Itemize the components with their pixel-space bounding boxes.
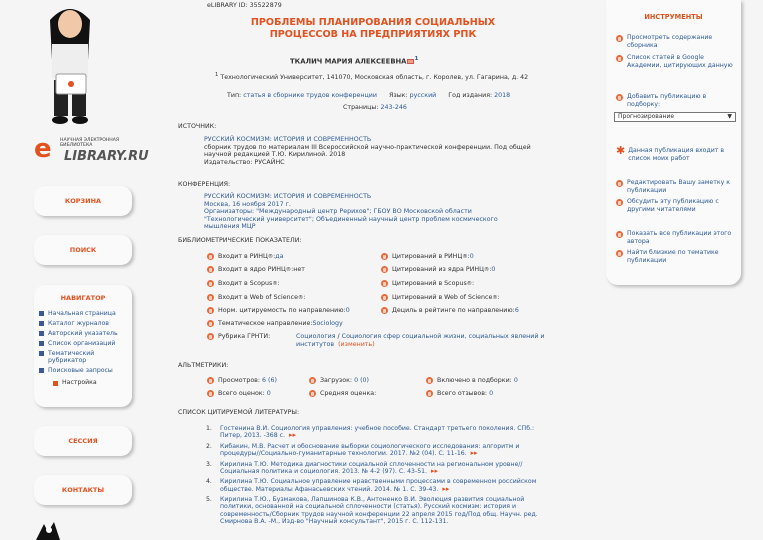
decorative-graphic (34, 520, 64, 540)
info-icon[interactable] (207, 280, 214, 287)
conference-link[interactable]: РУССКИЙ КОСМИЗМ: ИСТОРИЯ И СОВРЕМЕННОСТЬ (204, 193, 372, 200)
reference-list (206, 425, 556, 528)
arrow-icon[interactable]: ▸▸ (430, 466, 439, 475)
info-icon[interactable] (207, 294, 214, 301)
arrow-icon[interactable]: ▸▸ (288, 431, 296, 440)
square-bullet-icon (39, 341, 44, 346)
search-button[interactable]: ПОИСК (34, 235, 132, 265)
nav-item-journals[interactable]: Каталог журналов (39, 320, 132, 327)
navigator-panel (34, 285, 132, 407)
tools-panel (606, 0, 741, 285)
info-icon (616, 94, 623, 101)
source-link[interactable]: РУССКИЙ КОСМИЗМ: ИСТОРИЯ И СОВРЕМЕННОСТЬ (204, 136, 372, 143)
tool-author-pubs[interactable]: Показать все публикации этого автора (616, 230, 738, 245)
arrow-icon[interactable]: ▸▸ (442, 484, 450, 493)
info-icon (616, 35, 623, 42)
info-icon[interactable] (426, 377, 433, 384)
alt-reviews: Всего отзывов: 0 (426, 390, 493, 397)
info-icon[interactable] (309, 377, 316, 384)
settings-icon (53, 381, 58, 386)
left-sidebar (0, 0, 149, 540)
nav-item-home[interactable]: Начальная страница (39, 310, 132, 317)
info-icon[interactable] (381, 253, 388, 260)
tool-my-works[interactable]: ✱ Данная публикация входит в список моих работ (616, 144, 724, 162)
reference-item: 2. Кибакин, М.В. Расчет и обоснование выборки социологического исследования: алгоритм и процедуры//Социально-гуманитарные технологии. 2017. №2 (04). С. 11-16. ▸▸ (206, 442, 520, 457)
biblio-heading: БИБЛИОМЕТРИЧЕСКИЕ ПОКАЗАТЕЛИ: (178, 237, 302, 244)
metric-cit-scopus: Цитирований в Scopus ® : (381, 280, 474, 287)
info-icon[interactable] (381, 266, 388, 273)
elibrary-id: eLIBRARY ID: 35522879 (207, 2, 282, 9)
tool-edit-note[interactable]: Редактировать Вашу заметку к публикации (616, 179, 738, 194)
square-bullet-icon (39, 311, 44, 316)
metric-scopus: Входит в Scopus ® : (207, 280, 280, 287)
publication-type-line: Тип: статья в сборнике трудов конференции Язык: русский Год издания: 2018 (227, 92, 511, 99)
metric-norm-citation: Норм. цитируемость по направлению: 0 (207, 307, 350, 314)
altmetrics-heading: АЛЬТМЕТРИКИ: (178, 362, 229, 369)
square-bullet-icon (39, 368, 44, 373)
contacts-button[interactable]: КОНТАКТЫ (34, 475, 132, 505)
alt-ratings: Всего оценок: 0 (207, 390, 271, 397)
logo-subtitle: НАУЧНАЯ ЭЛЕКТРОННАЯ БИБЛИОТЕКА (60, 138, 120, 149)
info-icon (616, 180, 623, 187)
info-icon[interactable] (207, 253, 214, 260)
asterisk-icon: ✱ (616, 144, 626, 157)
source-heading: ИСТОЧНИК: (178, 123, 217, 130)
square-bullet-icon (39, 331, 44, 336)
metric-cit-rinc: Цитирований в РИНЦ ® : 0 (381, 253, 474, 260)
navigator-title: НАВИГАТОР (60, 294, 106, 302)
tool-view-contents[interactable]: Просмотреть содержание сборника (616, 34, 738, 49)
tool-google-scholar[interactable]: Список статей в Google Академии, цитирующих данную (616, 54, 738, 69)
reference-item: 5. Кирилина Т.Ю., Бузмакова, Лапшинова К.В., Антоненко В.И. Эволюция развития социальной политики, основанной на социальной сплоченности (статья). Русский космизм: история и современность/Сборник трудов научной конференции 22 апреля 2015 год/Под общ. Научн. ред. Смирнова В.А. -М., Изд-во "Научный консультант", 2015 г. С. 112-131. (206, 496, 538, 525)
nav-item-organizations[interactable]: Список организаций (39, 340, 132, 347)
source-body: РУССКИЙ КОСМИЗМ: ИСТОРИЯ И СОВРЕМЕННОСТЬ сборник трудов по материалам III Всероссийской научно-практической конференции. Под общей научной редакцией Т.Ю. Кирилиной. 2018 Издательство: РУСАЙНС (204, 136, 531, 166)
logo-e: e (34, 134, 52, 164)
metric-rinc-core: Входит в ядро РИНЦ ® : нет (207, 266, 305, 273)
info-icon[interactable] (207, 333, 214, 340)
info-icon[interactable] (207, 320, 214, 327)
cart-button[interactable]: КОРЗИНА (34, 186, 132, 216)
session-button[interactable]: СЕССИЯ (34, 426, 132, 456)
info-icon (616, 199, 623, 206)
pages-line: Страницы: 243-246 (343, 104, 407, 111)
info-icon[interactable] (207, 307, 214, 314)
tool-discuss[interactable]: Обсудить эту публикацию с другими читателями (616, 198, 738, 213)
metric-grnti: Рубрика ГРНТИ: Социология / Социология сфер социальной жизни, социальных явлений и институтов (изменить) (207, 333, 546, 348)
info-icon[interactable] (207, 390, 214, 397)
reference-item: 4. Кирилина Т.Ю. Социальное управление нравственными процессами в современном российском обществе. Материалы Афанасьевских чтений. 2014. № 1. С. 39-43. ▸▸ (206, 478, 537, 493)
square-bullet-icon (39, 351, 44, 356)
info-icon[interactable] (207, 266, 214, 273)
nav-settings[interactable]: Настройка (53, 379, 132, 386)
metric-rinc: Входит в РИНЦ ® : да (207, 253, 283, 260)
metric-cit-core: Цитирований из ядра РИНЦ ® : 0 (381, 266, 495, 273)
tool-add-to-collection[interactable]: Добавить публикацию в подборку: (616, 93, 738, 108)
info-icon[interactable] (381, 280, 388, 287)
author-name[interactable]: ТКАЛИЧ МАРИЯ АЛЕКСЕЕВНА $^1$ (290, 56, 419, 66)
info-icon (616, 55, 623, 62)
collection-select[interactable]: Прогнозирование ▼ (614, 112, 736, 122)
info-icon[interactable] (309, 390, 316, 397)
affiliation: $^1$ Технологический Университет, 141070, Московская область, г. Королев, ул. Гагарина, д. 42 (215, 72, 529, 82)
logo-text: LIBRARY.RU (64, 149, 149, 164)
refs-heading: СПИСОК ЦИТИРУЕМОЙ ЛИТЕРАТУРЫ: (178, 409, 300, 416)
reference-item: 1. Гостенина В.И. Социология управления: учебное пособие. Стандарт третьего поколения. СПб.: Питер, 2013. -368 с. ▸▸ (206, 425, 535, 440)
dropdown-arrow-icon: ▼ (727, 113, 732, 120)
alt-views: Просмотров: 6 (6) (207, 377, 277, 384)
metric-topic: Тематическое направление: Sociology (207, 320, 343, 327)
reference-item: 3. Кирилина Т.Ю. Методика диагностики социальной сплоченности на региональном уровне// Социальная политика и социология. 2013. № 4-2 (97). С. 43-51. ▸▸ (206, 460, 523, 475)
info-icon[interactable] (207, 377, 214, 384)
info-icon (616, 231, 623, 238)
nav-item-queries[interactable]: Поисковые запросы (39, 367, 132, 374)
arrow-icon[interactable]: ▸▸ (470, 449, 478, 457)
elibrary-logo[interactable] (34, 134, 149, 166)
metric-wos: Входит в Web of Science ® : (207, 294, 305, 301)
info-icon[interactable] (381, 294, 388, 301)
square-bullet-icon (39, 321, 44, 326)
info-icon[interactable] (426, 390, 433, 397)
tools-title: ИНСТРУМЕНТЫ (644, 13, 703, 21)
metric-cit-wos: Цитирований в Web of Science ® : (381, 294, 500, 301)
info-icon (616, 250, 623, 257)
alt-avg-rating: Средняя оценка: (309, 390, 376, 397)
article-title: ПРОБЛЕМЫ ПЛАНИРОВАНИЯ СОЦИАЛЬНЫХ ПРОЦЕССОВ НА ПРЕДПРИЯТИЯХ РПК (250, 17, 496, 40)
type-link[interactable]: статья в сборнике трудов конференции (243, 92, 377, 99)
nav-item-rubricator[interactable]: Тематический рубрикатор (39, 350, 132, 365)
alt-downloads: Загрузок: 0 (0) (309, 377, 369, 384)
metric-decile: Дециль в рейтинге по направлению: 6 (381, 307, 519, 314)
conference-heading: КОНФЕРЕНЦИЯ: (178, 181, 231, 188)
alt-collections: Включено в подборки: 0 (426, 377, 518, 384)
nav-item-authors[interactable]: Авторский указатель (39, 330, 132, 337)
tool-similar[interactable]: Найти близкие по тематике публикации (616, 249, 738, 264)
mascot-illustration (30, 0, 110, 128)
info-icon[interactable] (381, 307, 388, 314)
conference-body: РУССКИЙ КОСМИЗМ: ИСТОРИЯ И СОВРЕМЕННОСТЬ Москва, 16 ноября 2017 г. Организаторы: "Международный центр Рерихов"; ГБОУ ВО Московской области "Технологический университет"; Объединенный научный центр проблем космического мышления МЦР (204, 193, 498, 231)
